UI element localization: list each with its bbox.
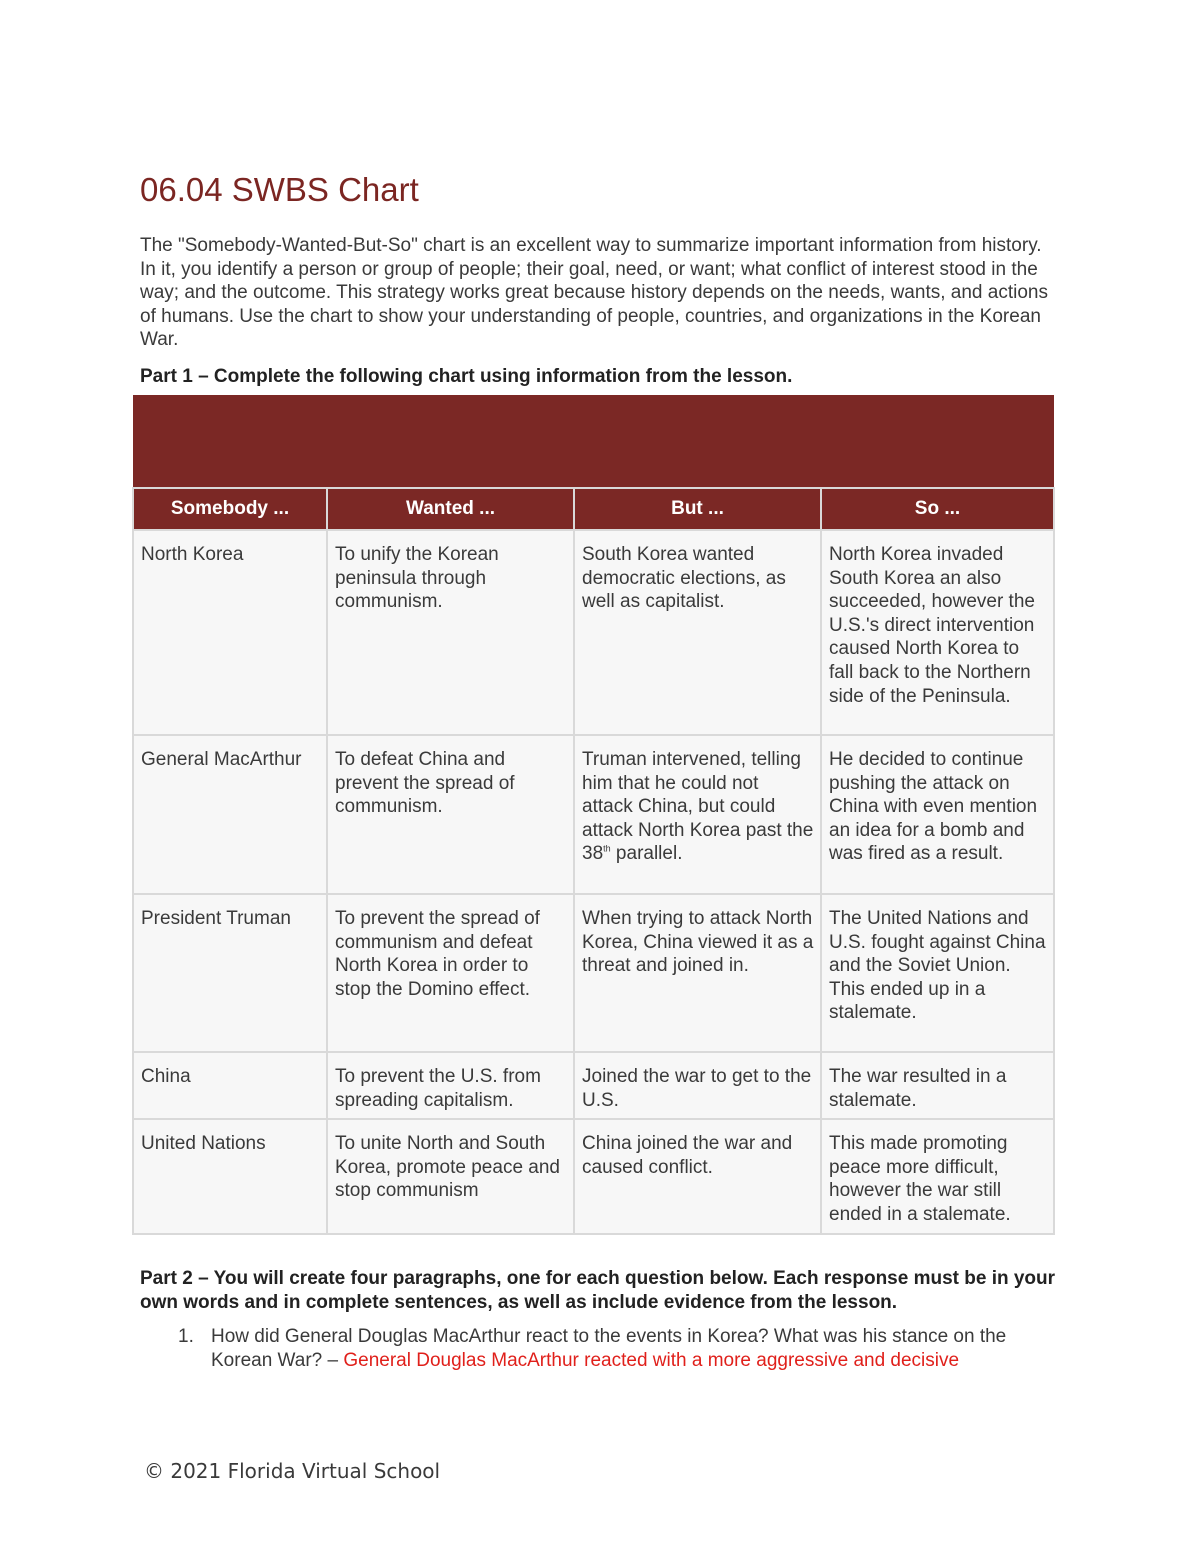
cell-but: Joined the war to get to the U.S. <box>574 1052 821 1119</box>
table-row <box>133 530 1054 735</box>
swbs-chart-table <box>132 395 1055 1235</box>
table-row <box>133 1119 1054 1233</box>
cell-but-text-end: parallel. <box>610 843 683 865</box>
cell-wanted: To unify the Korean peninsula through communism. <box>327 530 574 735</box>
table-header-band <box>133 395 1054 488</box>
cell-somebody: China <box>133 1052 327 1119</box>
header-wanted: Wanted ... <box>327 488 574 530</box>
intro-paragraph: The "Somebody-Wanted-But-So" chart is an excellent way to summarize important information from history. In it, you identify a person or group of people; their goal, need, or want; what conflict of interest stood in the way; and the outcome. This strategy works great because history depends on the needs, wants, and actions of humans. Use the chart to show your understanding of people, countries, and organizations in the Korean War. <box>140 235 1048 351</box>
cell-so: This made promoting peace more difficult, however the war still ended in a stalemate. <box>821 1119 1054 1233</box>
table-row <box>133 735 1054 894</box>
cell-but: South Korea wanted democratic elections, as well as capitalist. <box>574 530 821 735</box>
part2-heading: Part 2 – You will create four paragraphs, one for each question below. Each response must be in your own words and in complete sentences, as well as include evidence from the lesson. <box>140 1268 1056 1313</box>
copyright-footer: © 2021 Florida Virtual School <box>144 1459 441 1483</box>
header-so: So ... <box>821 488 1054 530</box>
cell-so: He decided to continue pushing the attack on China with even mention an idea for a bomb and was fired as a result. <box>821 735 1054 894</box>
part1-heading: Part 1 – Complete the following chart using information from the lesson. <box>140 365 793 387</box>
cell-wanted: To unite North and South Korea, promote peace and stop communism <box>327 1119 574 1233</box>
question-text: How did General Douglas MacArthur react to the events in Korea? What was his stance on the Korean War? – <box>211 1326 1007 1371</box>
cell-somebody: General MacArthur <box>133 735 327 894</box>
document-body <box>140 168 1060 403</box>
cell-wanted: To defeat China and prevent the spread of communism. <box>327 735 574 894</box>
part2-section <box>140 1267 1060 1373</box>
cell-somebody: United Nations <box>133 1119 327 1233</box>
header-but: But ... <box>574 488 821 530</box>
answer-text: General Douglas MacArthur reacted with a more aggressive and decisive <box>343 1350 960 1371</box>
cell-wanted: To prevent the U.S. from spreading capitalism. <box>327 1052 574 1119</box>
cell-so: The war resulted in a stalemate. <box>821 1052 1054 1119</box>
cell-but: When trying to attack North Korea, China viewed it as a threat and joined in. <box>574 894 821 1052</box>
question-number: 1. <box>178 1326 194 1347</box>
header-somebody: Somebody ... <box>133 488 327 530</box>
question-item <box>140 1325 1060 1373</box>
cell-somebody: President Truman <box>133 894 327 1052</box>
cell-so: North Korea invaded South Korea an also succeeded, however the U.S.'s direct intervention caused North Korea to fall back to the Northern side of the Peninsula. <box>821 530 1054 735</box>
cell-but-text: Truman intervened, telling him that he could not attack China, but could attack North Korea past the 38 <box>582 749 814 865</box>
table-row <box>133 1052 1054 1119</box>
cell-so: The United Nations and U.S. fought against China and the Soviet Union. This ended up in a stalemate. <box>821 894 1054 1052</box>
page-title: 06.04 SWBS Chart <box>140 171 419 208</box>
cell-but: China joined the war and caused conflict. <box>574 1119 821 1233</box>
cell-somebody: North Korea <box>133 530 327 735</box>
table-row <box>133 894 1054 1052</box>
cell-wanted: To prevent the spread of communism and defeat North Korea in order to stop the Domino effect. <box>327 894 574 1052</box>
cell-but <box>574 735 821 894</box>
ordinal-suffix: th <box>603 844 611 855</box>
table-header-row <box>133 488 1054 530</box>
